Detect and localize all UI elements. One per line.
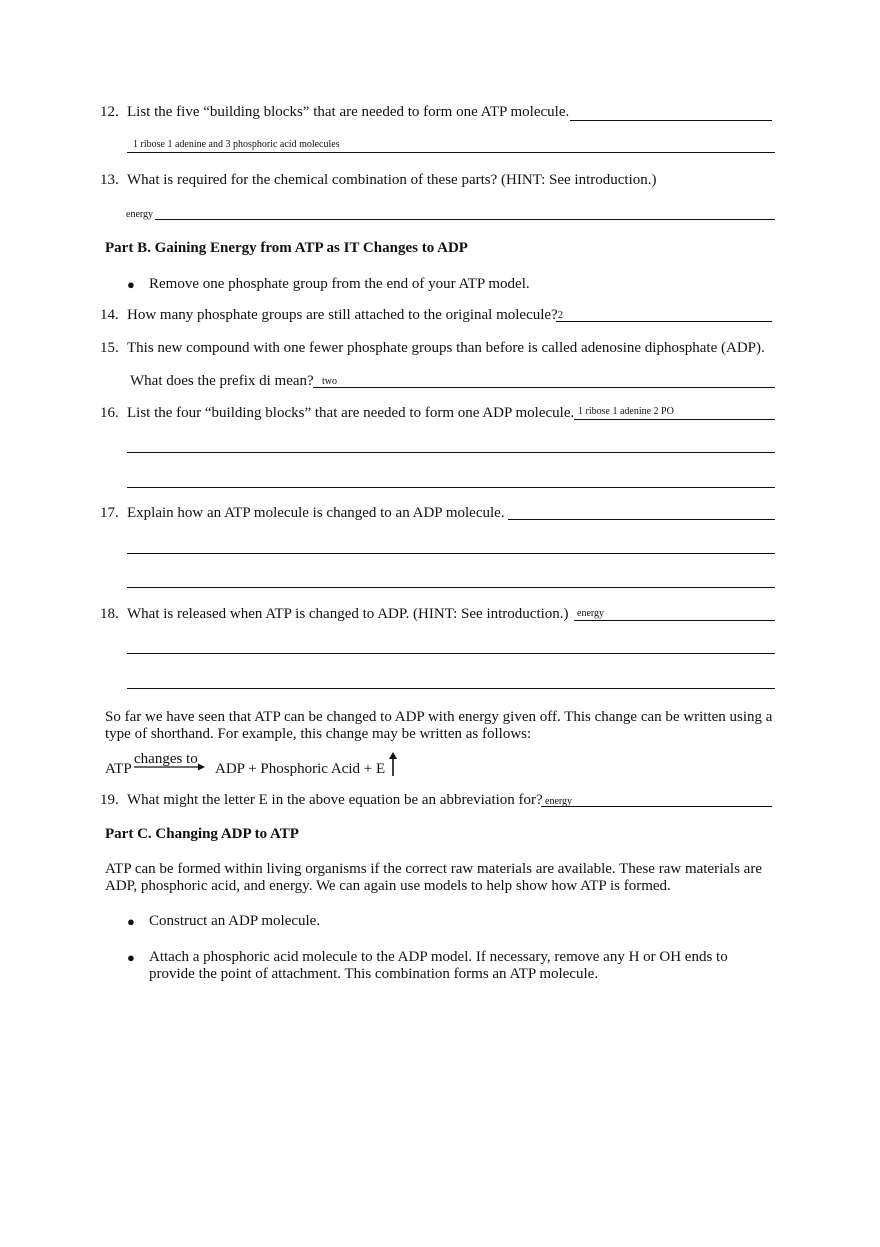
right-arrow-icon [134,762,206,772]
q13-text: What is required for the chemical combination of these parts? (HINT: See introduction.) [127,172,657,188]
q17-text: Explain how an ATP molecule is changed to an ADP molecule. [127,505,505,521]
q14-answer-line[interactable] [556,321,772,322]
q18-answer-line[interactable] [574,620,775,621]
shorthand-paragraph: So far we have seen that ATP can be changed to ADP with energy given off. This change can be written using a type of shorthand. For example, this change may be written as follows: [105,709,773,742]
q13-answer: energy [126,209,154,220]
q16-answer-line-3[interactable] [127,487,775,488]
part-c-paragraph: ATP can be formed within living organisms if the correct raw materials are available. These raw materials are ADP, phosphoric acid, and energy. We can again use models to help show how ATP is formed. [105,861,762,894]
q13-number: 13. [100,172,119,188]
equation-lhs: ATP [105,761,132,777]
q18-number: 18. [100,606,119,622]
q15-text: This new compound with one fewer phosphate groups than before is called adenosine diphosphate (ADP). [127,340,765,356]
q17-answer-line-2[interactable] [127,553,775,554]
equation-rhs: ADP + Phosphoric Acid + E [215,761,386,777]
q17-answer-line[interactable] [508,519,775,520]
q16-answer: 1 ribose 1 adenine 2 PO [578,406,674,417]
q17-number: 17. [100,505,119,521]
equation-arrow-label: changes to [134,751,198,767]
q15-subquestion: What does the prefix di mean? [130,373,314,389]
part-c-heading: Part C. Changing ADP to ATP [105,826,299,842]
q18-answer-line-2[interactable] [127,653,775,654]
q16-answer-line[interactable] [574,419,775,420]
q16-answer-line-2[interactable] [127,452,775,453]
q14-answer: 2 [558,310,563,321]
q16-text: List the four “building blocks” that are needed to form one ADP molecule. [127,405,575,421]
q19-text: What might the letter E in the above equation be an abbreviation for? [127,792,543,808]
part-b-heading: Part B. Gaining Energy from ATP as IT Changes to ADP [105,240,468,256]
part-b-instruction: Remove one phosphate group from the end of your ATP model. [149,276,530,292]
bullet-icon: ● [127,914,135,929]
q18-answer: energy [577,608,605,619]
q14-number: 14. [100,307,119,323]
q12-answer-line[interactable] [570,120,772,121]
bullet-icon: ● [127,277,135,292]
q19-number: 19. [100,792,119,808]
q14-text: How many phosphate groups are still attached to the original molecule? [127,307,558,323]
up-arrow-icon [388,752,398,776]
q12-number: 12. [100,104,119,120]
part-c-bullet-2: Attach a phosphoric acid molecule to the ADP model. If necessary, remove any H or OH ends to provide the point of attachment. This combination forms an ATP molecule. [149,949,728,982]
q15-answer-line[interactable] [313,387,775,388]
q12-answer-line-2[interactable] [127,152,775,153]
q17-answer-line-3[interactable] [127,587,775,588]
bullet-icon: ● [127,950,135,965]
q19-answer-line[interactable] [541,806,772,807]
q12-text: List the five “building blocks” that are needed to form one ATP molecule. [127,104,570,120]
q18-text: What is released when ATP is changed to ADP. (HINT: See introduction.) [127,606,569,622]
q18-answer-line-3[interactable] [127,688,775,689]
q13-answer-line[interactable] [155,219,775,220]
q19-answer: energy [545,796,573,807]
q12-answer: 1 ribose 1 adenine and 3 phosphoric acid molecules [133,139,340,150]
q15-answer: two [322,376,337,387]
q16-number: 16. [100,405,119,421]
part-c-bullet-1: Construct an ADP molecule. [149,913,321,929]
q15-number: 15. [100,340,119,356]
